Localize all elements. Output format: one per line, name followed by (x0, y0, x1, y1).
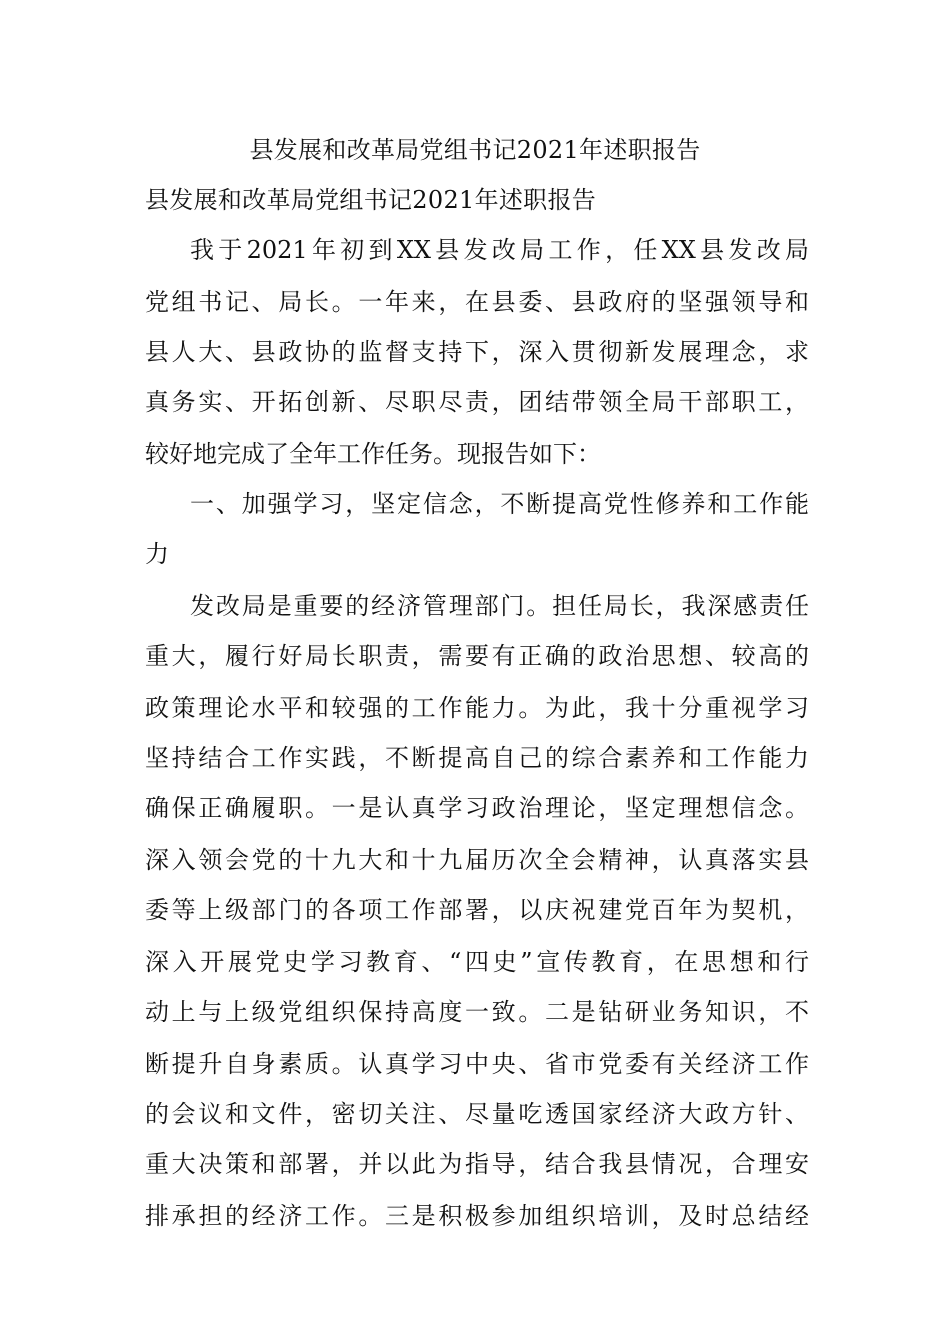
paragraph-line-16: 的会议和文件，密切关注、尽量吃透国家经济大政方针、 (145, 1100, 809, 1128)
paragraph-line-9: 坚持结合工作实践，不断提高自己的综合素养和工作能力 (145, 744, 809, 772)
paragraph-line-3: 县人大、县政协的监督支持下，深入贯彻新发展理念，求 (145, 338, 809, 366)
paragraph-line-2: 党组书记、局长。一年来，在县委、县政府的坚强领导和 (145, 288, 809, 316)
paragraph-line-10: 确保正确履职。一是认真学习政治理论，坚定理想信念。 (145, 794, 809, 822)
paragraph-line-6: 发改局是重要的经济管理部门。担任局长，我深感责任 (190, 592, 809, 620)
paragraph-line-15: 断提升自身素质。认真学习中央、省市党委有关经济工作 (145, 1050, 809, 1078)
paragraph-line-17: 重大决策和部署，并以此为指导，结合我县情况，合理安 (145, 1150, 809, 1178)
paragraph-line-18: 排承担的经济工作。三是积极参加组织培训，及时总结经 (145, 1202, 809, 1230)
paragraph-line-11: 深入领会党的十九大和十九届历次全会精神，认真落实县 (145, 846, 809, 874)
document-title-left: 县发展和改革局党组书记2021年述职报告 (145, 186, 597, 214)
paragraph-line-1: 我于2021年初到XX县发改局工作，任XX县发改局 (190, 236, 809, 264)
paragraph-line-14: 动上与上级党组织保持高度一致。二是钻研业务知识，不 (145, 998, 809, 1026)
section-heading-line-1: 一、加强学习，坚定信念，不断提高党性修养和工作能 (190, 490, 809, 518)
paragraph-line-4: 真务实、开拓创新、尽职尽责，团结带领全局干部职工， (145, 388, 809, 416)
paragraph-line-8: 政策理论水平和较强的工作能力。为此，我十分重视学习 (145, 694, 809, 722)
document-title-centered: 县发展和改革局党组书记2021年述职报告 (249, 136, 701, 164)
paragraph-line-5: 较好地完成了全年工作任务。现报告如下： (145, 440, 601, 468)
paragraph-line-12: 委等上级部门的各项工作部署，以庆祝建党百年为契机， (145, 896, 809, 924)
paragraph-line-7: 重大，履行好局长职责，需要有正确的政治思想、较高的 (145, 642, 809, 670)
paragraph-line-13: 深入开展党史学习教育、“四史”宣传教育，在思想和行 (145, 948, 809, 976)
section-heading-line-2: 力 (145, 540, 169, 568)
